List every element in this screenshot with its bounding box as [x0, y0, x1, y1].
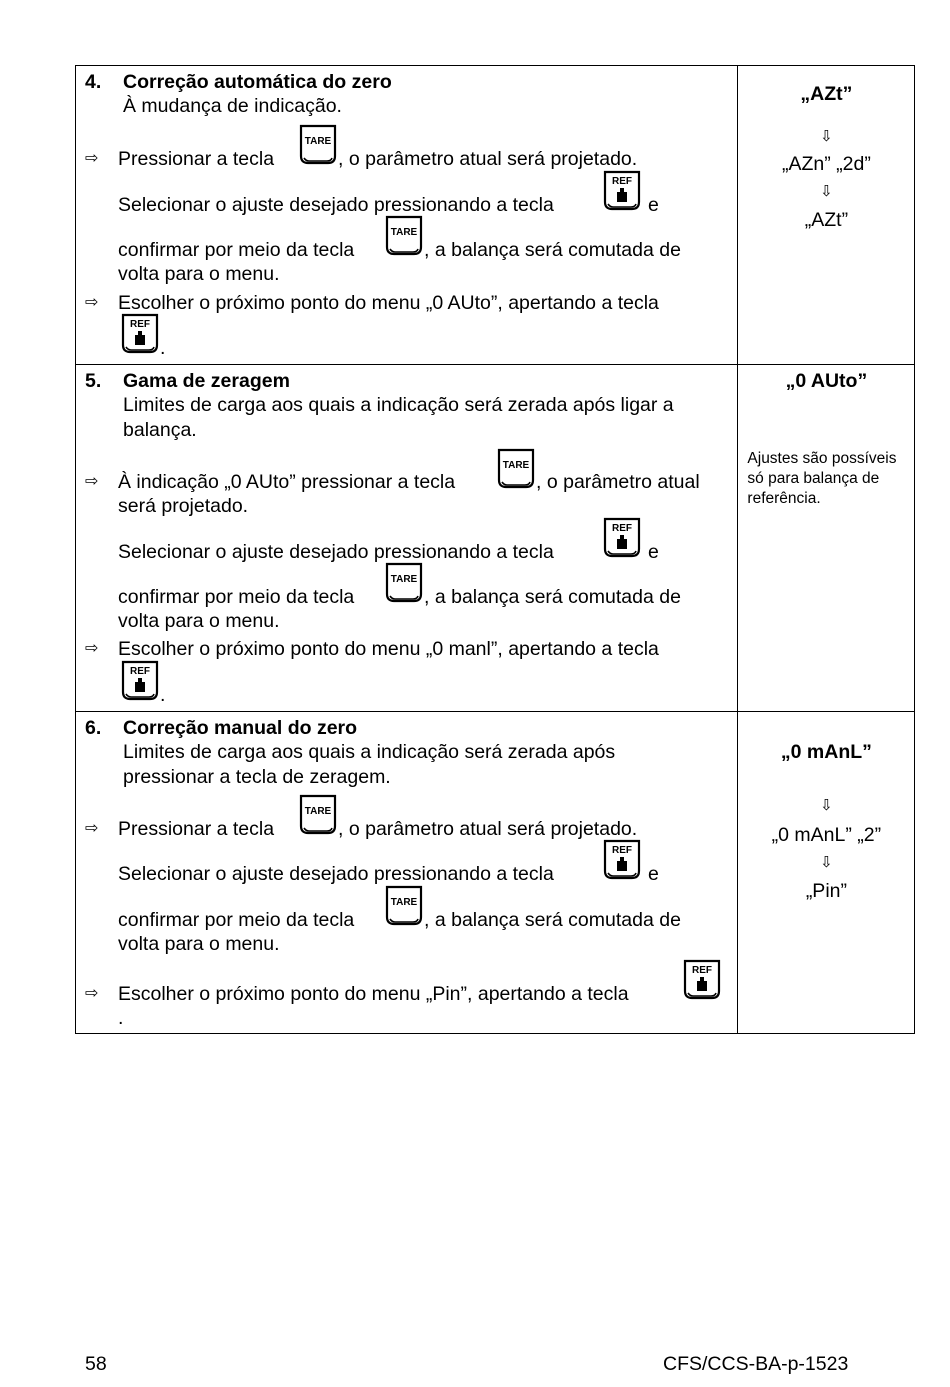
step-text: Selecionar o ajuste desejado pressionando a tecla [118, 541, 554, 563]
ref-key-icon [120, 660, 160, 702]
down-arrow-icon: ⇩ [820, 797, 833, 814]
down-arrow-icon: ⇩ [820, 183, 833, 200]
tare-key-icon [384, 215, 424, 257]
section-5-right [738, 365, 914, 711]
step-text: volta para o menu. [118, 610, 280, 632]
setting-title: „0 AUto” [785, 370, 868, 392]
step-text: . [160, 337, 166, 359]
page-number: 58 [85, 1353, 107, 1375]
arrow-right-icon: ⇨ [85, 640, 99, 657]
section-number: 4. [85, 71, 102, 93]
ref-key-icon [682, 959, 722, 1001]
arrow-right-icon: ⇨ [85, 150, 99, 167]
step-text: , o parâmetro atual será projetado. [338, 818, 638, 840]
section-description: Limites de carga aos quais a indicação será zerada após [123, 741, 616, 763]
step-text: e [648, 194, 659, 216]
setting-title: „0 mAnL” [780, 741, 872, 763]
arrow-right-icon: ⇨ [85, 294, 99, 311]
tare-key-icon [384, 562, 424, 604]
table-row [76, 712, 915, 1034]
step-text: . [118, 1007, 124, 1029]
section-number: 6. [85, 717, 102, 739]
settings-table [75, 65, 915, 1034]
step-text: , a balança será comutada de [424, 586, 681, 608]
tare-key-icon [298, 124, 338, 166]
section-title: Correção manual do zero [123, 717, 358, 739]
step-text: confirmar por meio da tecla [118, 239, 355, 261]
step-text: , a balança será comutada de [424, 909, 681, 931]
step-text: e [648, 541, 659, 563]
step-text: será projetado. [118, 495, 249, 517]
section-4-left [76, 66, 737, 364]
step-text: Selecionar o ajuste desejado pressionando a tecla [118, 863, 554, 885]
step-text: Pressionar a tecla [118, 148, 275, 170]
step-text: Escolher o próximo ponto do menu „0 manl”, apertando a tecla [118, 638, 659, 660]
step-text: , a balança será comutada de [424, 239, 681, 261]
step-text: . [160, 684, 166, 706]
tare-key-icon [384, 885, 424, 927]
setting-option: „AZn” „2d” [781, 153, 871, 175]
tare-key-icon [496, 448, 536, 490]
step-text: Pressionar a tecla [118, 818, 275, 840]
step-text: Escolher o próximo ponto do menu „0 AUto”, apertando a tecla [118, 292, 659, 314]
section-title: Gama de zeragem [123, 370, 290, 392]
section-6-left [76, 712, 737, 1033]
section-description: pressionar a tecla de zeragem. [123, 766, 391, 788]
down-arrow-icon: ⇩ [820, 854, 833, 871]
section-number: 5. [85, 370, 102, 392]
ref-key-icon [602, 839, 642, 881]
setting-note: Ajustes são possíveis só para balança de referência. [747, 450, 897, 507]
table-row [76, 66, 915, 365]
step-text: volta para o menu. [118, 933, 280, 955]
arrow-right-icon: ⇨ [85, 985, 99, 1002]
setting-title: „AZt” [800, 83, 853, 105]
step-text: , o parâmetro atual [536, 471, 700, 493]
setting-option: „AZt” [804, 209, 849, 231]
step-text: confirmar por meio da tecla [118, 909, 355, 931]
setting-option: „0 mAnL” „2” [771, 824, 882, 846]
step-text: Selecionar o ajuste desejado pressionando a tecla [118, 194, 554, 216]
section-description: balança. [123, 419, 197, 441]
step-text: À indicação „0 AUto” pressionar a tecla [118, 471, 456, 493]
section-title: Correção automática do zero [123, 71, 392, 93]
step-text: , o parâmetro atual será projetado. [338, 148, 638, 170]
setting-option: „Pin” [805, 880, 847, 902]
ref-key-icon [602, 517, 642, 559]
arrow-right-icon: ⇨ [85, 820, 99, 837]
step-text: confirmar por meio da tecla [118, 586, 355, 608]
step-text: volta para o menu. [118, 263, 280, 285]
ref-key-icon [120, 313, 160, 355]
section-4-right [738, 66, 914, 364]
document-code: CFS/CCS-BA-p-1523 [663, 1353, 849, 1375]
tare-key-icon [298, 794, 338, 836]
section-5-left [76, 365, 737, 711]
arrow-right-icon: ⇨ [85, 473, 99, 490]
step-text: Escolher o próximo ponto do menu „Pin”, apertando a tecla [118, 983, 629, 1005]
section-description: Limites de carga aos quais a indicação será zerada após ligar a [123, 394, 674, 416]
down-arrow-icon: ⇩ [820, 128, 833, 145]
ref-key-icon [602, 170, 642, 212]
step-text: e [648, 863, 659, 885]
section-6-right [738, 712, 914, 1033]
section-description: À mudança de indicação. [123, 95, 342, 117]
table-row [76, 365, 915, 712]
